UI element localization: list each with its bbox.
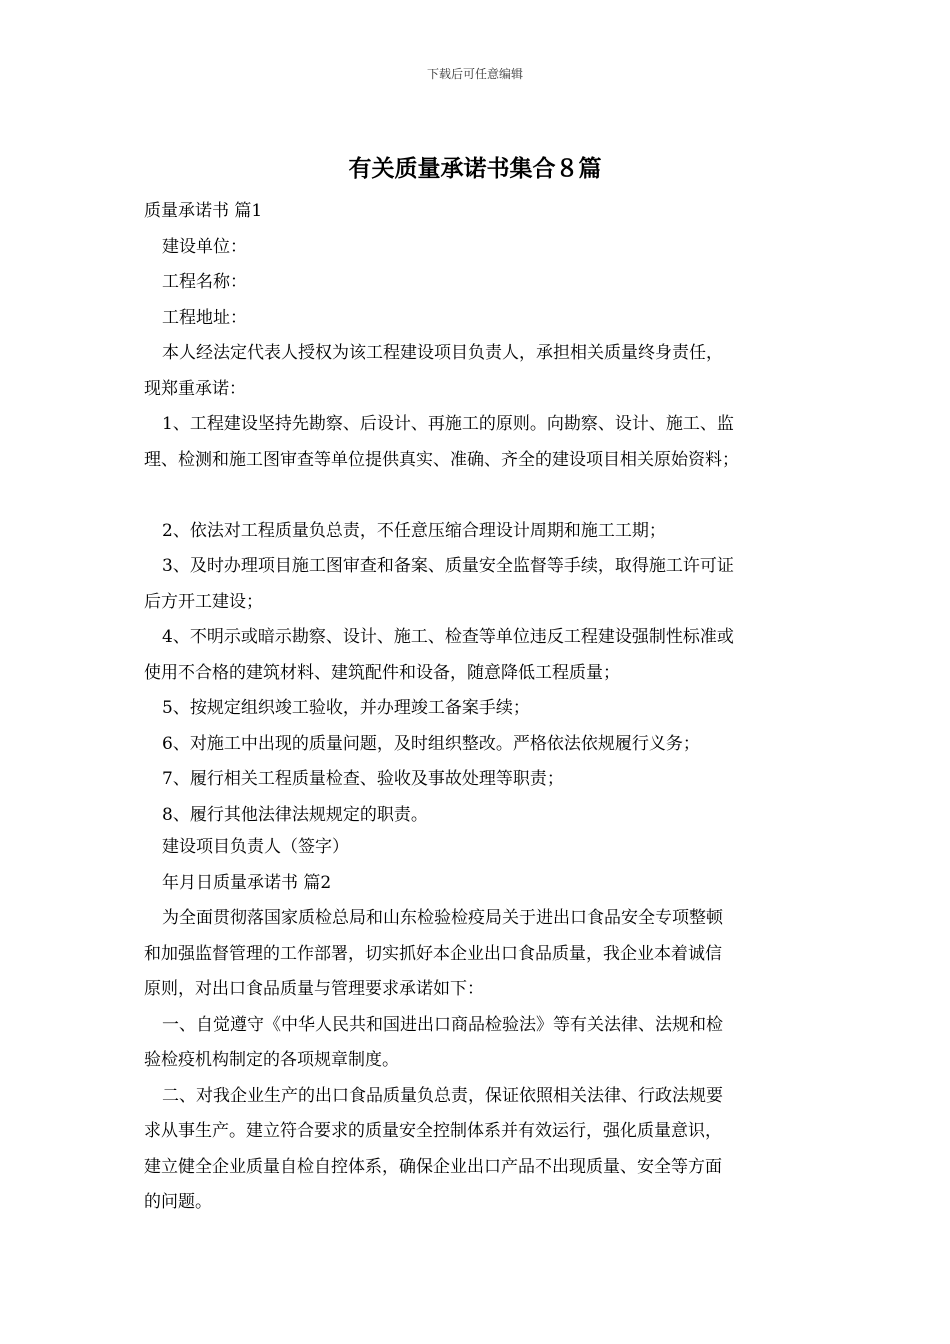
page-header: 下载后可任意编辑 — [426, 67, 523, 81]
paragraph-line: 4、不明示或暗示勘察、设计、施工、检查等单位违反工程建设强制性标准或 — [162, 627, 734, 647]
paragraph-line: 的问题。 — [144, 1192, 212, 1212]
paragraph-line: 现郑重承诺： — [144, 379, 246, 399]
paragraph-line: 为全面贯彻落国家质检总局和山东检验检疫局关于进出口食品安全专项整顿 — [162, 908, 723, 928]
paragraph-line: 二、对我企业生产的出口食品质量负总责，保证依照相关法律、行政法规要 — [162, 1086, 723, 1106]
paragraph-line: 理、检测和施工图审查等单位提供真实、准确、齐全的建设项目相关原始资料； — [144, 450, 739, 470]
section-heading-2: 年月日质量承诺书 篇2 — [162, 873, 332, 893]
field-project-address: 工程地址： — [162, 308, 247, 328]
field-construction-unit: 建设单位： — [162, 237, 247, 257]
signature-line: 建设项目负责人（签字） — [162, 837, 349, 857]
paragraph-line: 建立健全企业质量自检自控体系，确保企业出口产品不出现质量、安全等方面 — [144, 1157, 722, 1177]
paragraph-line: 8、履行其他法律法规规定的职责。 — [162, 805, 428, 825]
paragraph-line: 3、及时办理项目施工图审查和备案、质量安全监督等手续，取得施工许可证 — [162, 556, 734, 576]
paragraph-line: 后方开工建设； — [144, 592, 263, 612]
paragraph-line: 和加强监督管理的工作部署，切实抓好本企业出口食品质量，我企业本着诚信 — [144, 944, 722, 964]
paragraph-line: 验检疫机构制定的各项规章制度。 — [144, 1050, 399, 1070]
section-heading-1: 质量承诺书 篇1 — [144, 201, 263, 221]
paragraph-line: 5、按规定组织竣工验收，并办理竣工备案手续； — [162, 698, 530, 718]
paragraph-line: 本人经法定代表人授权为该工程建设项目负责人，承担相关质量终身责任， — [162, 343, 723, 363]
paragraph-line: 一、自觉遵守《中华人民共和国进出口商品检验法》等有关法律、法规和检 — [162, 1015, 723, 1035]
paragraph-line: 求从事生产。建立符合要求的质量安全控制体系并有效运行，强化质量意识， — [144, 1121, 722, 1141]
paragraph-line: 1、工程建设坚持先勘察、后设计、再施工的原则。向勘察、设计、施工、监 — [162, 414, 734, 434]
paragraph-line: 7、履行相关工程质量检查、验收及事故处理等职责； — [162, 769, 564, 789]
paragraph-line: 2、依法对工程质量负总责，不任意压缩合理设计周期和施工工期； — [162, 521, 666, 541]
paragraph-line: 使用不合格的建筑材料、建筑配件和设备，随意降低工程质量； — [144, 663, 620, 683]
paragraph-line: 6、对施工中出现的质量问题，及时组织整改。严格依法依规履行义务； — [162, 734, 700, 754]
field-project-name: 工程名称： — [162, 272, 247, 292]
document-title: 有关质量承诺书集合８篇 — [348, 155, 602, 182]
paragraph-line: 原则，对出口食品质量与管理要求承诺如下： — [144, 979, 484, 999]
